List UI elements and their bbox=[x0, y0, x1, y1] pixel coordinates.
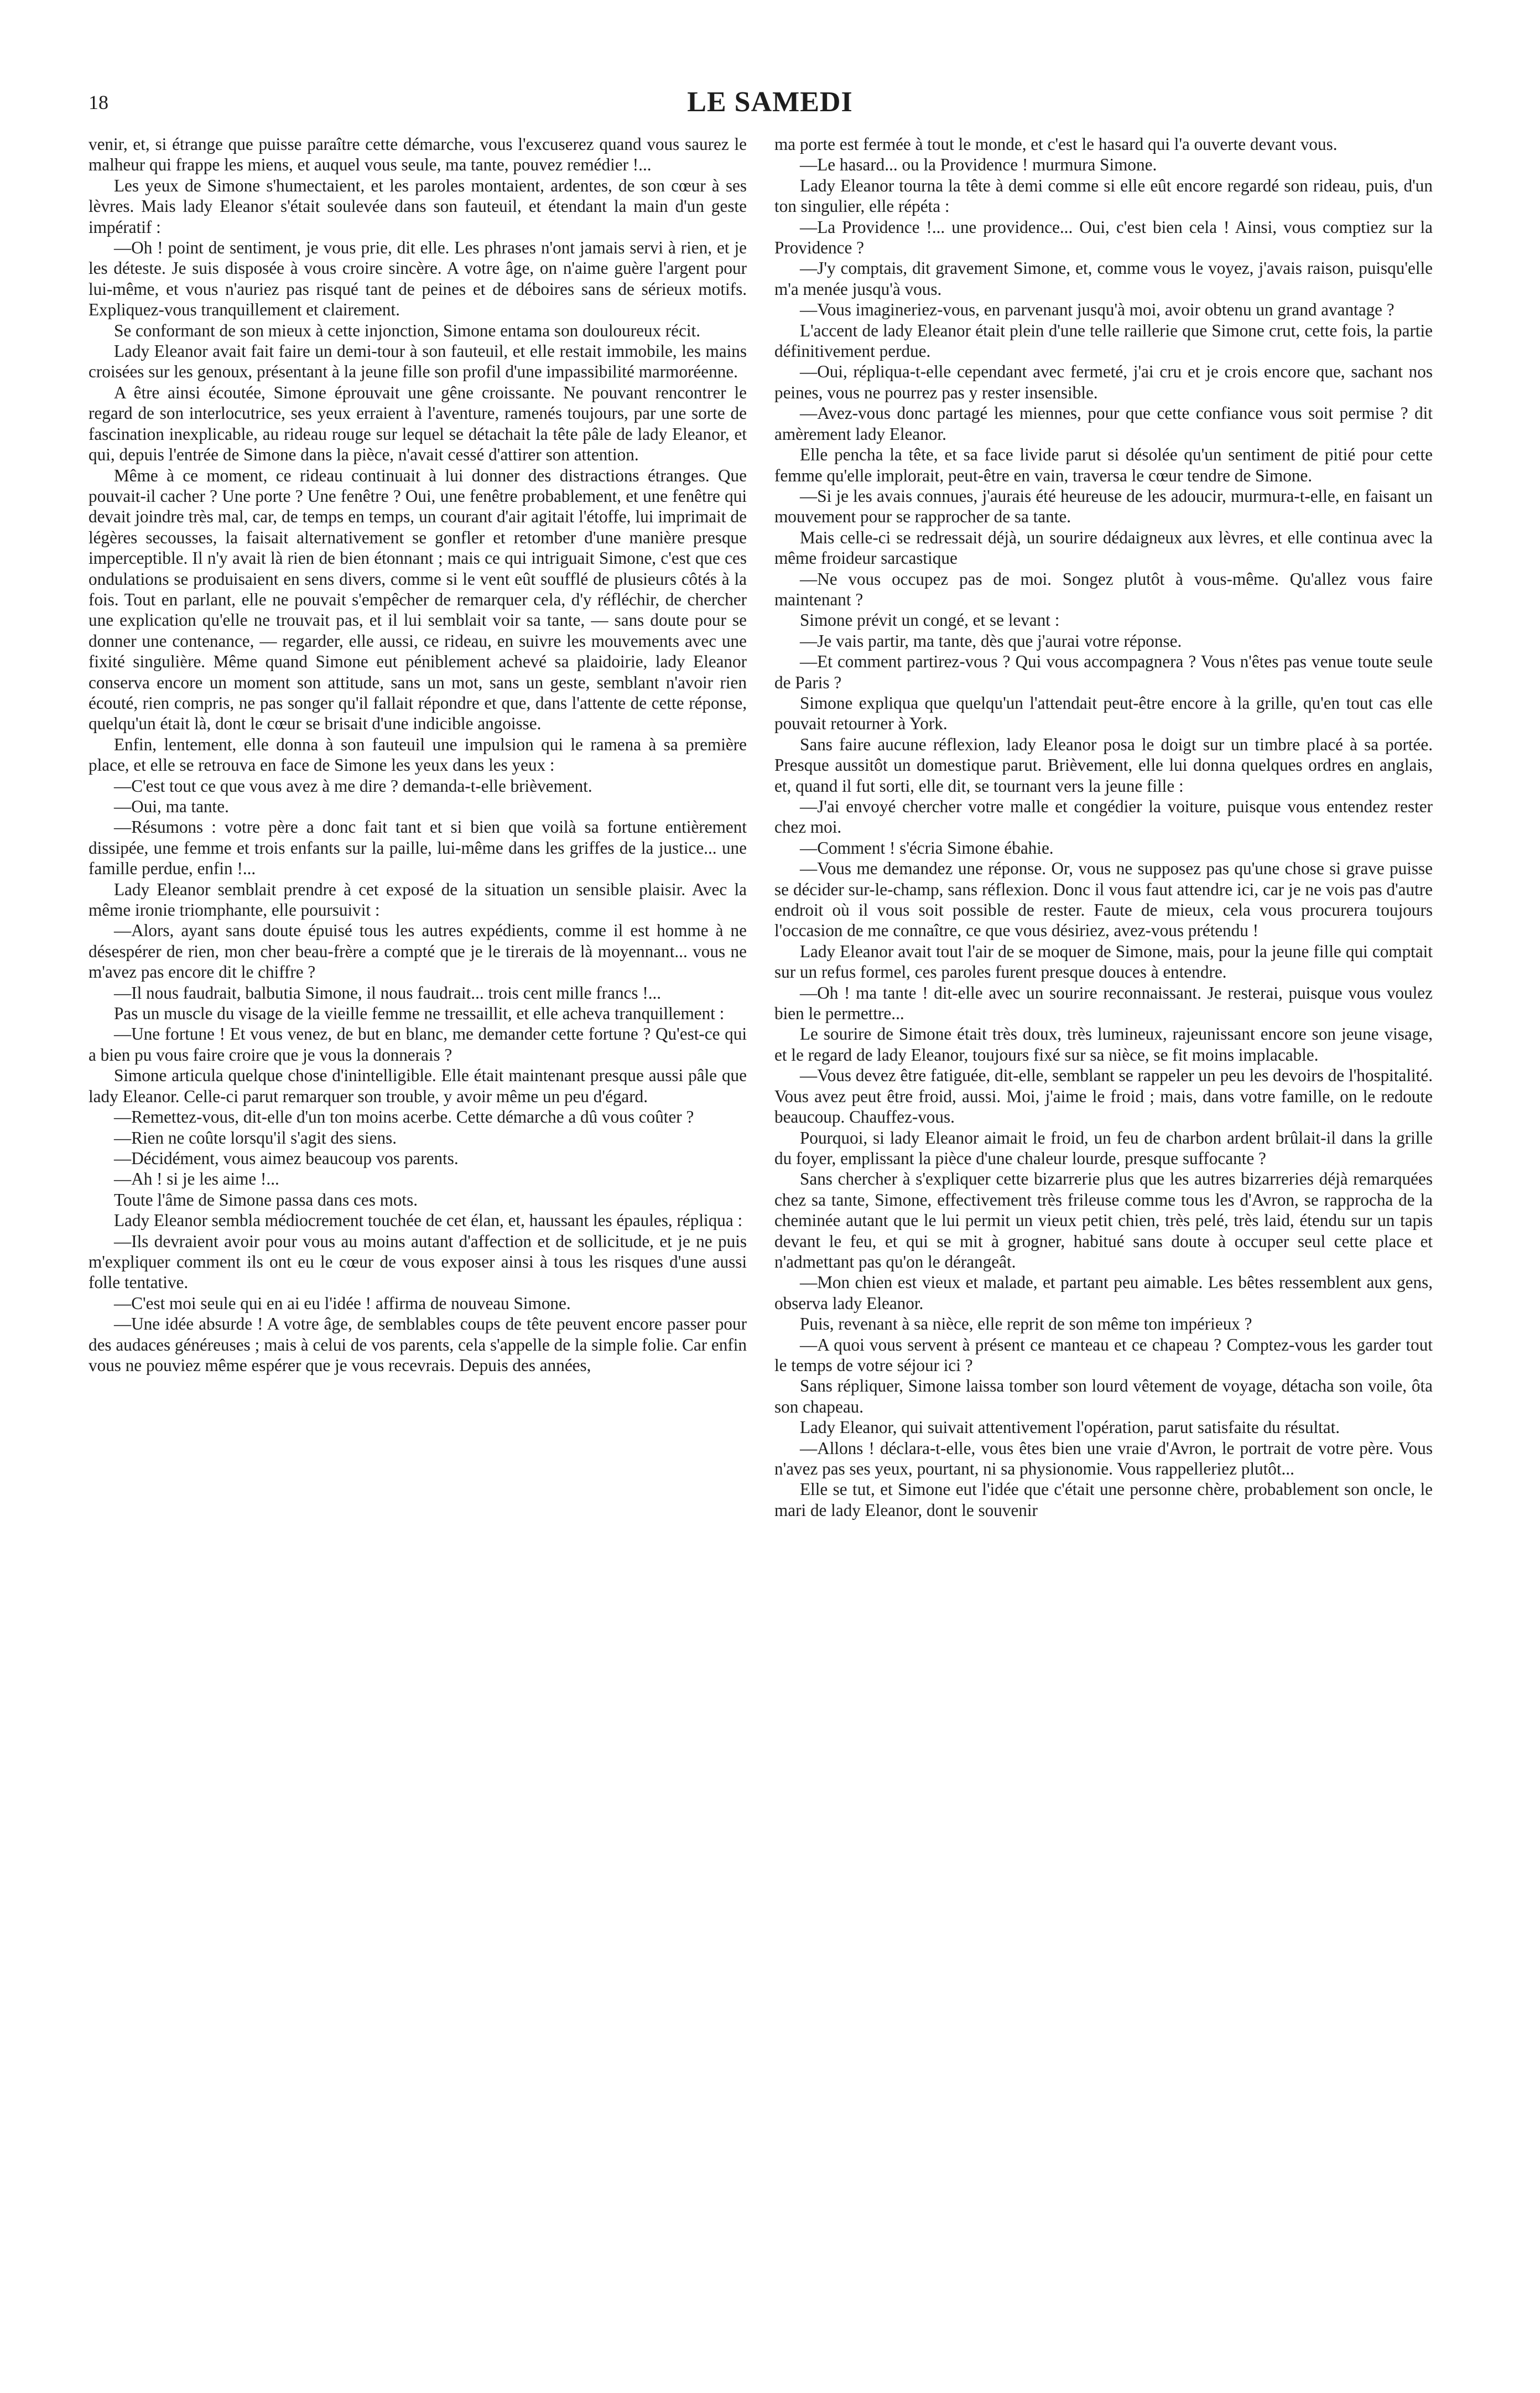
text-column-left bbox=[89, 134, 747, 2253]
paragraph: Simone articula quelque chose d'inintelligible. Elle était maintenant presque aussi pâle que lady Eleanor. Celle-ci parut remarquer son trouble, y avoir même un peu d'égard. bbox=[89, 1066, 747, 1106]
paragraph: —Si je les avais connues, j'aurais été heureuse de les adoucir, murmura-t-elle, en faisant un mouvement pour se rapprocher de sa tante. bbox=[774, 486, 1433, 527]
paragraph: —Ne vous occupez pas de moi. Songez plutôt à vous-même. Qu'allez vous faire maintenant ? bbox=[774, 569, 1433, 609]
page-header bbox=[89, 83, 1451, 122]
journal-title: LE SAMEDI bbox=[687, 86, 853, 118]
paragraph: —Rien ne coûte lorsqu'il s'agit des siens. bbox=[114, 1128, 397, 1148]
paragraph: —Allons ! déclara-t-elle, vous êtes bien une vraie d'Avron, le portrait de votre père. Vous n'avez pas ses yeux, pourtant, ni sa physionomie. Vous rappelleriez plutôt... bbox=[774, 1438, 1433, 1478]
paragraph: Elle se tut, et Simone eut l'idée que c'était une personne chère, probablement son oncle, le mari de lady Eleanor, dont le souvenir bbox=[774, 1480, 1433, 1520]
paragraph: —Oh ! point de sentiment, je vous prie, dit elle. Les phrases n'ont jamais servi à rien, et je les déteste. Je suis disposée à vous croire sincère. A votre âge, on n'aime guère l'argent pour lui-même, et vous n'auriez pas risqué tant de peines et de déboires sans de sérieux motifs. Expliquez-vous tranquillement et clairement. bbox=[89, 238, 747, 320]
paragraph: L'accent de lady Eleanor était plein d'une telle raillerie que Simone crut, cette fois, la partie définitivement perdue. bbox=[774, 320, 1433, 361]
paragraph: Elle pencha la tête, et sa face livide parut si désolée qu'un sentiment de pitié pour cette femme qu'elle implorait, peut-être en vain, traversa le cœur tendre de Simone. bbox=[774, 445, 1433, 485]
paragraph: Sans répliquer, Simone laissa tomber son lourd vêtement de voyage, détacha son voile, ôta son chapeau. bbox=[774, 1376, 1433, 1416]
paragraph: —Oui, ma tante. bbox=[114, 797, 229, 816]
page-number: 18 bbox=[89, 91, 108, 113]
paragraph: Se conformant de son mieux à cette injonction, Simone entama son douloureux récit. bbox=[114, 320, 701, 340]
paragraph: —Et comment partirez-vous ? Qui vous accompagnera ? Vous n'êtes pas venue toute seule de Paris ? bbox=[774, 652, 1433, 692]
paragraph: —Vous imagineriez-vous, en parvenant jusqu'à moi, avoir obtenu un grand avantage ? bbox=[800, 300, 1395, 320]
paragraph: Pourquoi, si lady Eleanor aimait le froid, un feu de charbon ardent brûlait-il dans la grille du foyer, emplissant la pièce d'une chaleur lourde, presque suffocante ? bbox=[774, 1128, 1433, 1168]
paragraph: Mais celle-ci se redressait déjà, un sourire dédaigneux aux lèvres, et elle continua avec la même froideur sarcastique bbox=[774, 527, 1433, 568]
paragraph: Puis, revenant à sa nièce, elle reprit de son même ton impérieux ? bbox=[800, 1314, 1252, 1334]
paragraph: —Mon chien est vieux et malade, et partant peu aimable. Les bêtes ressemblent aux gens, observa lady Eleanor. bbox=[774, 1273, 1433, 1313]
paragraph: —C'est tout ce que vous avez à me dire ? demanda-t-elle brièvement. bbox=[114, 776, 592, 796]
paragraph: —J'y comptais, dit gravement Simone, et, comme vous le voyez, j'avais raison, puisqu'elle m'a menée jusqu'à vous. bbox=[774, 258, 1433, 299]
paragraph: Lady Eleanor avait fait faire un demi-tour à son fauteuil, et elle restait immobile, les mains croisées sur les genoux, présentant à la jeune fille son profil d'une impassibilité marmoréenne. bbox=[89, 341, 747, 382]
text-column-right bbox=[774, 134, 1433, 2253]
paragraph: —Avez-vous donc partagé les miennes, pour que cette confiance vous soit permise ? dit amèrement lady Eleanor. bbox=[774, 403, 1433, 444]
paragraph: Pas un muscle du visage de la vieille femme ne tressaillit, et elle acheva tranquillement : bbox=[114, 1004, 725, 1024]
paragraph: —A quoi vous servent à présent ce manteau et ce chapeau ? Comptez-vous les garder tout le temps de votre séjour ici ? bbox=[774, 1335, 1433, 1375]
paragraph: —C'est moi seule qui en ai eu l'idée ! affirma de nouveau Simone. bbox=[114, 1293, 571, 1313]
paragraph: Enfin, lentement, elle donna à son fauteuil une impulsion qui le ramena à sa première place, et elle se retrouva en face de Simone les yeux dans les yeux : bbox=[89, 734, 747, 775]
paragraph: Sans faire aucune réflexion, lady Eleanor posa le doigt sur un timbre placé à sa portée. Presque aussitôt un domestique parut. Brièvement, elle lui donna quelques ordres en anglais, et, quand il fut sorti, elle dit, se tournant vers la jeune fille : bbox=[774, 734, 1433, 796]
paragraph: Lady Eleanor, qui suivait attentivement l'opération, parut satisfaite du résultat. bbox=[800, 1418, 1340, 1437]
paragraph: Le sourire de Simone était très doux, très lumineux, rajeunissant encore son jeune visage, et le regard de lady Eleanor, toujours fixé sur sa nièce, se fit moins implacable. bbox=[774, 1024, 1433, 1065]
paragraph: —Je vais partir, ma tante, dès que j'aurai votre réponse. bbox=[800, 631, 1182, 651]
paragraph: Les yeux de Simone s'humectaient, et les paroles montaient, ardentes, de son cœur à ses lèvres. Mais lady Eleanor s'était soulevée dans son fauteuil, et étendant la main d'un geste impératif : bbox=[89, 175, 747, 237]
paragraph: —Ils devraient avoir pour vous au moins autant d'affection et de sollicitude, et je ne puis m'expliquer comment ils ont eu le cœur de vous exposer ainsi à tous les risques d'une aussi folle tentative. bbox=[89, 1231, 747, 1292]
paragraph: A être ainsi écoutée, Simone éprouvait une gêne croissante. Ne pouvant rencontrer le regard de son interlocutrice, ses yeux erraient à l'aventure, ramenés toujours, par une sorte de fascination inexplicable, au rideau rouge sur lequel se détachait la tête pâle de lady Eleanor, et qui, depuis l'entrée de Simone dans la pièce, n'avait cessé d'attirer son attention. bbox=[89, 382, 747, 465]
paragraph: Lady Eleanor sembla médiocrement touchée de cet élan, et, haussant les épaules, répliqua : bbox=[114, 1211, 743, 1231]
paragraph: —Décidément, vous aimez beaucoup vos parents. bbox=[114, 1148, 459, 1168]
paragraph: —J'ai envoyé chercher votre malle et congédier la voiture, puisque vous entendez rester chez moi. bbox=[774, 797, 1433, 837]
paragraph: Sans chercher à s'expliquer cette bizarrerie plus que les autres bizarreries déjà remarquées chez sa tante, Simone, effectivement très frileuse comme tous les d'Avron, se rapprocha de la cheminée autant que le lui permit un vieux petit chien, très pelé, très laid, étendu sur un tapis devant le feu, et qui se mit à grogner, habitué sans doute à occuper seul cette place et n'admettant pas qu'on le dérangeât. bbox=[774, 1169, 1433, 1271]
paragraph: ma porte est fermée à tout le monde, et c'est le hasard qui l'a ouverte devant vous. bbox=[774, 134, 1338, 154]
paragraph: Simone prévit un congé, et se levant : bbox=[800, 610, 1060, 630]
paragraph: —Comment ! s'écria Simone ébahie. bbox=[800, 838, 1054, 858]
paragraph: Même à ce moment, ce rideau continuait à lui donner des distractions étranges. Que pouvait-il cacher ? Une porte ? Une fenêtre ? Oui, une fenêtre probablement, et une fenêtre qui devait joindre très mal, car, de temps en temps, un courant d'air agitait l'étoffe, lui imprimait de légères secousses, la faisait alternativement se gonfler et retomber d'une manière presque imperceptible. Il n'y avait là rien de bien étonnant ; mais ce qui intriguait Simone, c'est que ces ondulations se produisaient en sens divers, comme si le vent eût soufflé de plusieurs côtés à la fois. Tout en parlant, elle ne pouvait s'empêcher de remarquer cela, d'y réfléchir, de chercher une explication qu'elle ne trouvait pas, et il lui semblait voir sa tante, — sans doute pour se donner une contenance, — regarder, elle aussi, ce rideau, en suivre les mouvements avec une fixité singulière. Même quand Simone eut péniblement achevé sa plaidoirie, lady Eleanor conserva encore un moment son attitude, sans un mot, sans un geste, semblant n'avoir rien écouté, rien compris, ne pas songer qu'il fallait répondre et que, dans l'attente de cette réponse, quelqu'un était là, dont le cœur se brisait d'une indicible angoisse. bbox=[89, 465, 747, 734]
paragraph: —La Providence !... une providence... Oui, c'est bien cela ! Ainsi, vous comptiez sur la Providence ? bbox=[774, 217, 1433, 258]
paragraph: —Il nous faudrait, balbutia Simone, il nous faudrait... trois cent mille francs !... bbox=[114, 983, 662, 1003]
paragraph: Simone expliqua que quelqu'un l'attendait peut-être encore à la grille, qu'en tout cas elle pouvait retourner à York. bbox=[774, 693, 1433, 734]
paragraph: Lady Eleanor tourna la tête à demi comme si elle eût encore regardé son rideau, puis, d'un ton singulier, elle répéta : bbox=[774, 175, 1433, 216]
paragraph: —Une fortune ! Et vous venez, de but en blanc, me demander cette fortune ? Qu'est-ce qui a bien pu vous faire croire que je vous la donnerais ? bbox=[89, 1024, 747, 1065]
paragraph: Lady Eleanor semblait prendre à cet exposé de la situation un sensible plaisir. Avec la même ironie triomphante, elle poursuivit : bbox=[89, 879, 747, 920]
paragraph: —Résumons : votre père a donc fait tant et si bien que voilà sa fortune entièrement dissipée, une femme et trois enfants sur la paille, lui-même dans les griffes de la justice... une famille perdue, enfin !... bbox=[89, 817, 747, 879]
paragraph: —Le hasard... ou la Providence ! murmura Simone. bbox=[800, 155, 1157, 175]
paragraph: —Une idée absurde ! A votre âge, de semblables coups de tête peuvent encore passer pour des audaces généreuses ; mais à celui de vos parents, cela s'appelle de la simple folie. Car enfin vous ne pouviez même espérer que je vous recevrais. Depuis des années, bbox=[89, 1314, 747, 1375]
paragraph: —Remettez-vous, dit-elle d'un ton moins acerbe. Cette démarche a dû vous coûter ? bbox=[114, 1107, 694, 1127]
paragraph: venir, et, si étrange que puisse paraître cette démarche, vous l'excuserez quand vous saurez le malheur qui frappe les miens, et auquel vous seule, ma tante, pouvez remédier !... bbox=[89, 134, 747, 175]
paragraph: —Ah ! si je les aime !... bbox=[114, 1169, 279, 1189]
paragraph: —Oui, répliqua-t-elle cependant avec fermeté, j'ai cru et je crois encore que, sachant nos peines, vous ne pourrez pas y rester insensible. bbox=[774, 362, 1433, 402]
paragraph: —Oh ! ma tante ! dit-elle avec un sourire reconnaissant. Je resterai, puisque vous voulez bien le permettre... bbox=[774, 983, 1433, 1024]
paragraph: —Alors, ayant sans doute épuisé tous les autres expédients, comme il est homme à ne désespérer de rien, mon cher beau-frère a compté que je le tirerais de là moyennant... vous ne m'avez pas encore dit le chiffre ? bbox=[89, 921, 747, 982]
paragraph: Lady Eleanor avait tout l'air de se moquer de Simone, mais, pour la jeune fille qui comptait sur un refus formel, ces paroles furent presque douces à entendre. bbox=[774, 941, 1433, 982]
paragraph: —Vous me demandez une réponse. Or, vous ne supposez pas qu'une chose si grave puisse se décider sur-le-champ, sans réflexion. Donc il vous faut attendre ici, car je ne vois pas d'autre endroit où il vous soit possible de rester. Faute de mieux, cela vous procurera toujours l'occasion de me connaître, ce que vous désiriez, avez-vous prétendu ! bbox=[774, 859, 1433, 941]
paragraph: —Vous devez être fatiguée, dit-elle, semblant se rappeler un peu les devoirs de l'hospitalité. Vous avez peut être froid, aussi. Moi, j'aime le froid ; mais, dans votre famille, on le redoute beaucoup. Chauffez-vous. bbox=[774, 1066, 1433, 1127]
paragraph: Toute l'âme de Simone passa dans ces mots. bbox=[114, 1190, 418, 1210]
